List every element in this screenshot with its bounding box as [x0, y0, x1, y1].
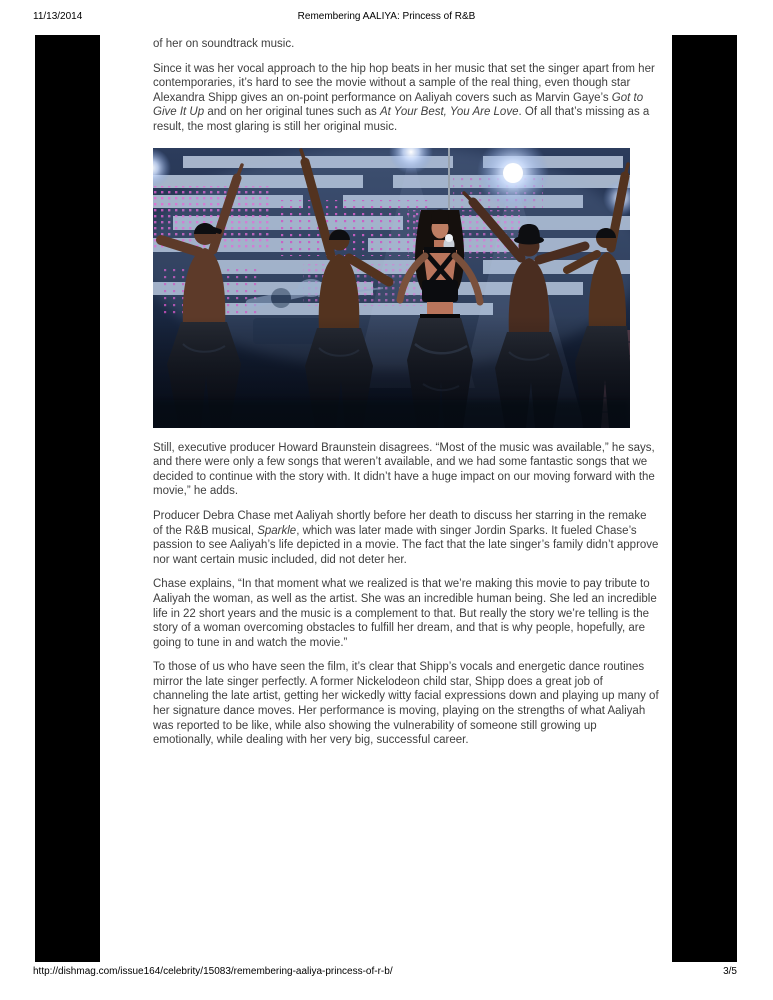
page-number: 3/5	[723, 966, 737, 977]
page-title: Remembering AALIYA: Princess of R&B	[297, 11, 476, 22]
left-margin-bar	[35, 35, 100, 962]
paragraph-continuation: of her on soundtrack music.	[153, 38, 295, 50]
paragraph: Since it was her vocal approach to the hip hop beats in her music that set the singer apart from her contemporaries, it’s hard to see the movie without a sample of the real thing, even though star Alexandra Shipp gives an on-point performance on Aaliyah covers such as Marvin Gaye’s Got to Give It Up and on her original tunes such as At Your Best, You Are Love. Of all that’s missing as a result, the most glaring is still her original music.	[153, 62, 655, 133]
article-body	[153, 30, 659, 758]
stage-performance-photo	[153, 148, 630, 428]
paragraph: To those of us who have seen the film, it’s clear that Shipp’s vocals and energetic dance routines mirror the late singer perfectly. A former Nickelodeon child star, Shipp does a great job of channeling the late artist, getting her wickedly witty facial expressions down and playing up many of her signature dance moves. Her performance is moving, playing on the strengths of what Aaliyah was reported to be like, while also showing the vulnerability of someone still growing up emotionally, while dealing with her very big, successful career.	[153, 661, 659, 747]
print-date: 11/13/2014	[33, 11, 83, 22]
paragraph: Chase explains, “In that moment what we realized is that we’re making this movie to pay tribute to Aaliyah the woman, as well as the artist. She was an incredible human being. She led an incredible life in 22 short years and the music is a complement to that. But really the story we’re telling is the story of a woman overcoming obstacles to fulfill her dream, and that is why people, hopefully, are going to tune in and watch the movie.”	[153, 578, 657, 649]
source-url: http://dishmag.com/issue164/celebrity/15083/remembering-aaliya-princess-of-r-b/	[33, 966, 393, 977]
right-margin-bar	[672, 35, 737, 962]
paragraph: Producer Debra Chase met Aaliyah shortly before her death to discuss her starring in the remake of the R&B musical, Sparkle, which was later made with singer Jordin Sparks. It fueled Chase’s passion to see Aaliyah’s life depicted in a movie. The fact that the late singer’s family didn’t approve nor want certain music included, did not deter her.	[153, 509, 659, 566]
paragraph: Still, executive producer Howard Braunstein disagrees. “Most of the music was available,” he says, and there were only a few songs that weren’t available, and we had some fantastic songs that we decided to continue with the story with. It didn’t have a huge impact on our moving forward with the movie,” he adds.	[153, 441, 655, 498]
